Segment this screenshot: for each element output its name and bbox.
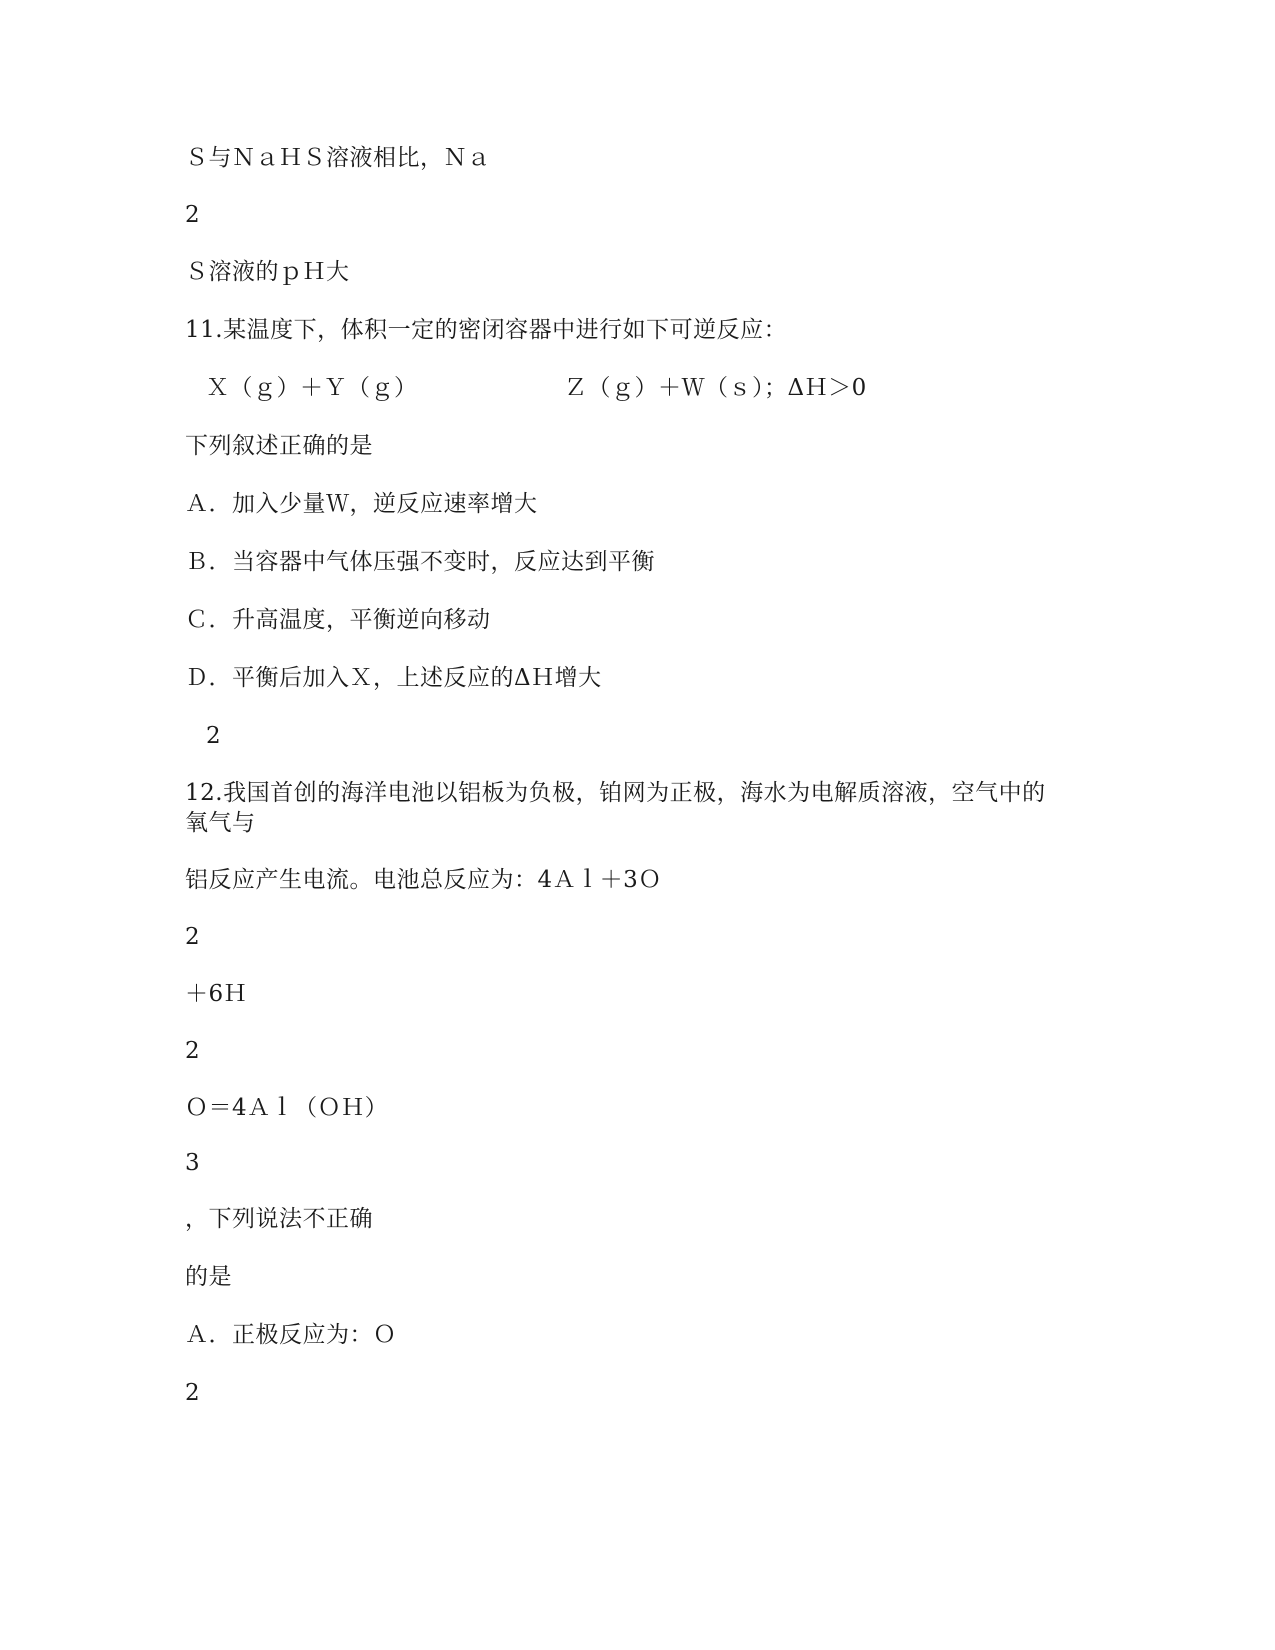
question-12-option-a: Ａ．正极反应为：Ｏ [185,1322,397,1348]
subscript-line: 2 [185,1038,201,1064]
text-line: ＋6Ｈ [185,981,248,1007]
text-line: ，下列说法不正确 [185,1206,373,1232]
option-c: Ｃ．升高温度，平衡逆向移动 [185,607,491,633]
text-line: Ｏ＝4Ａｌ（ＯＨ） [185,1095,389,1121]
equation-left: Ｘ（ｇ）＋Ｙ（ｇ） [206,375,418,401]
text-line: Ｓ溶液的ｐＨ大 [185,259,350,285]
question-12-stem: 12.我国首创的海洋电池以铝板为负极，铂网为正极，海水为电解质溶液，空气中的氧气与 [185,780,1046,836]
option-b: Ｂ．当容器中气体压强不变时，反应达到平衡 [185,549,655,575]
option-a: Ａ．加入少量Ｗ，逆反应速率增大 [185,491,538,517]
subscript-line: 2 [185,202,201,228]
subscript-line: 3 [185,1150,201,1176]
text-line: 铝反应产生电流。电池总反应为：4Ａｌ＋3Ｏ [185,867,662,893]
question-11-prompt: 下列叙述正确的是 [185,433,373,459]
option-d: Ｄ．平衡后加入Ｘ，上述反应的ΔＨ增大 [185,665,602,691]
subscript-line: 2 [185,924,201,950]
question-11-stem: 11.某温度下，体积一定的密闭容器中进行如下可逆反应： [185,317,788,343]
subscript-line: 2 [185,1380,201,1406]
text-line: 的是 [185,1264,232,1290]
equation-right: Ｚ（ｇ）＋Ｗ（ｓ）；ΔＨ＞0 [564,375,867,401]
subscript-line: 2 [206,723,222,749]
text-line: Ｓ与ＮａＨＳ溶液相比，Ｎａ [185,145,491,171]
